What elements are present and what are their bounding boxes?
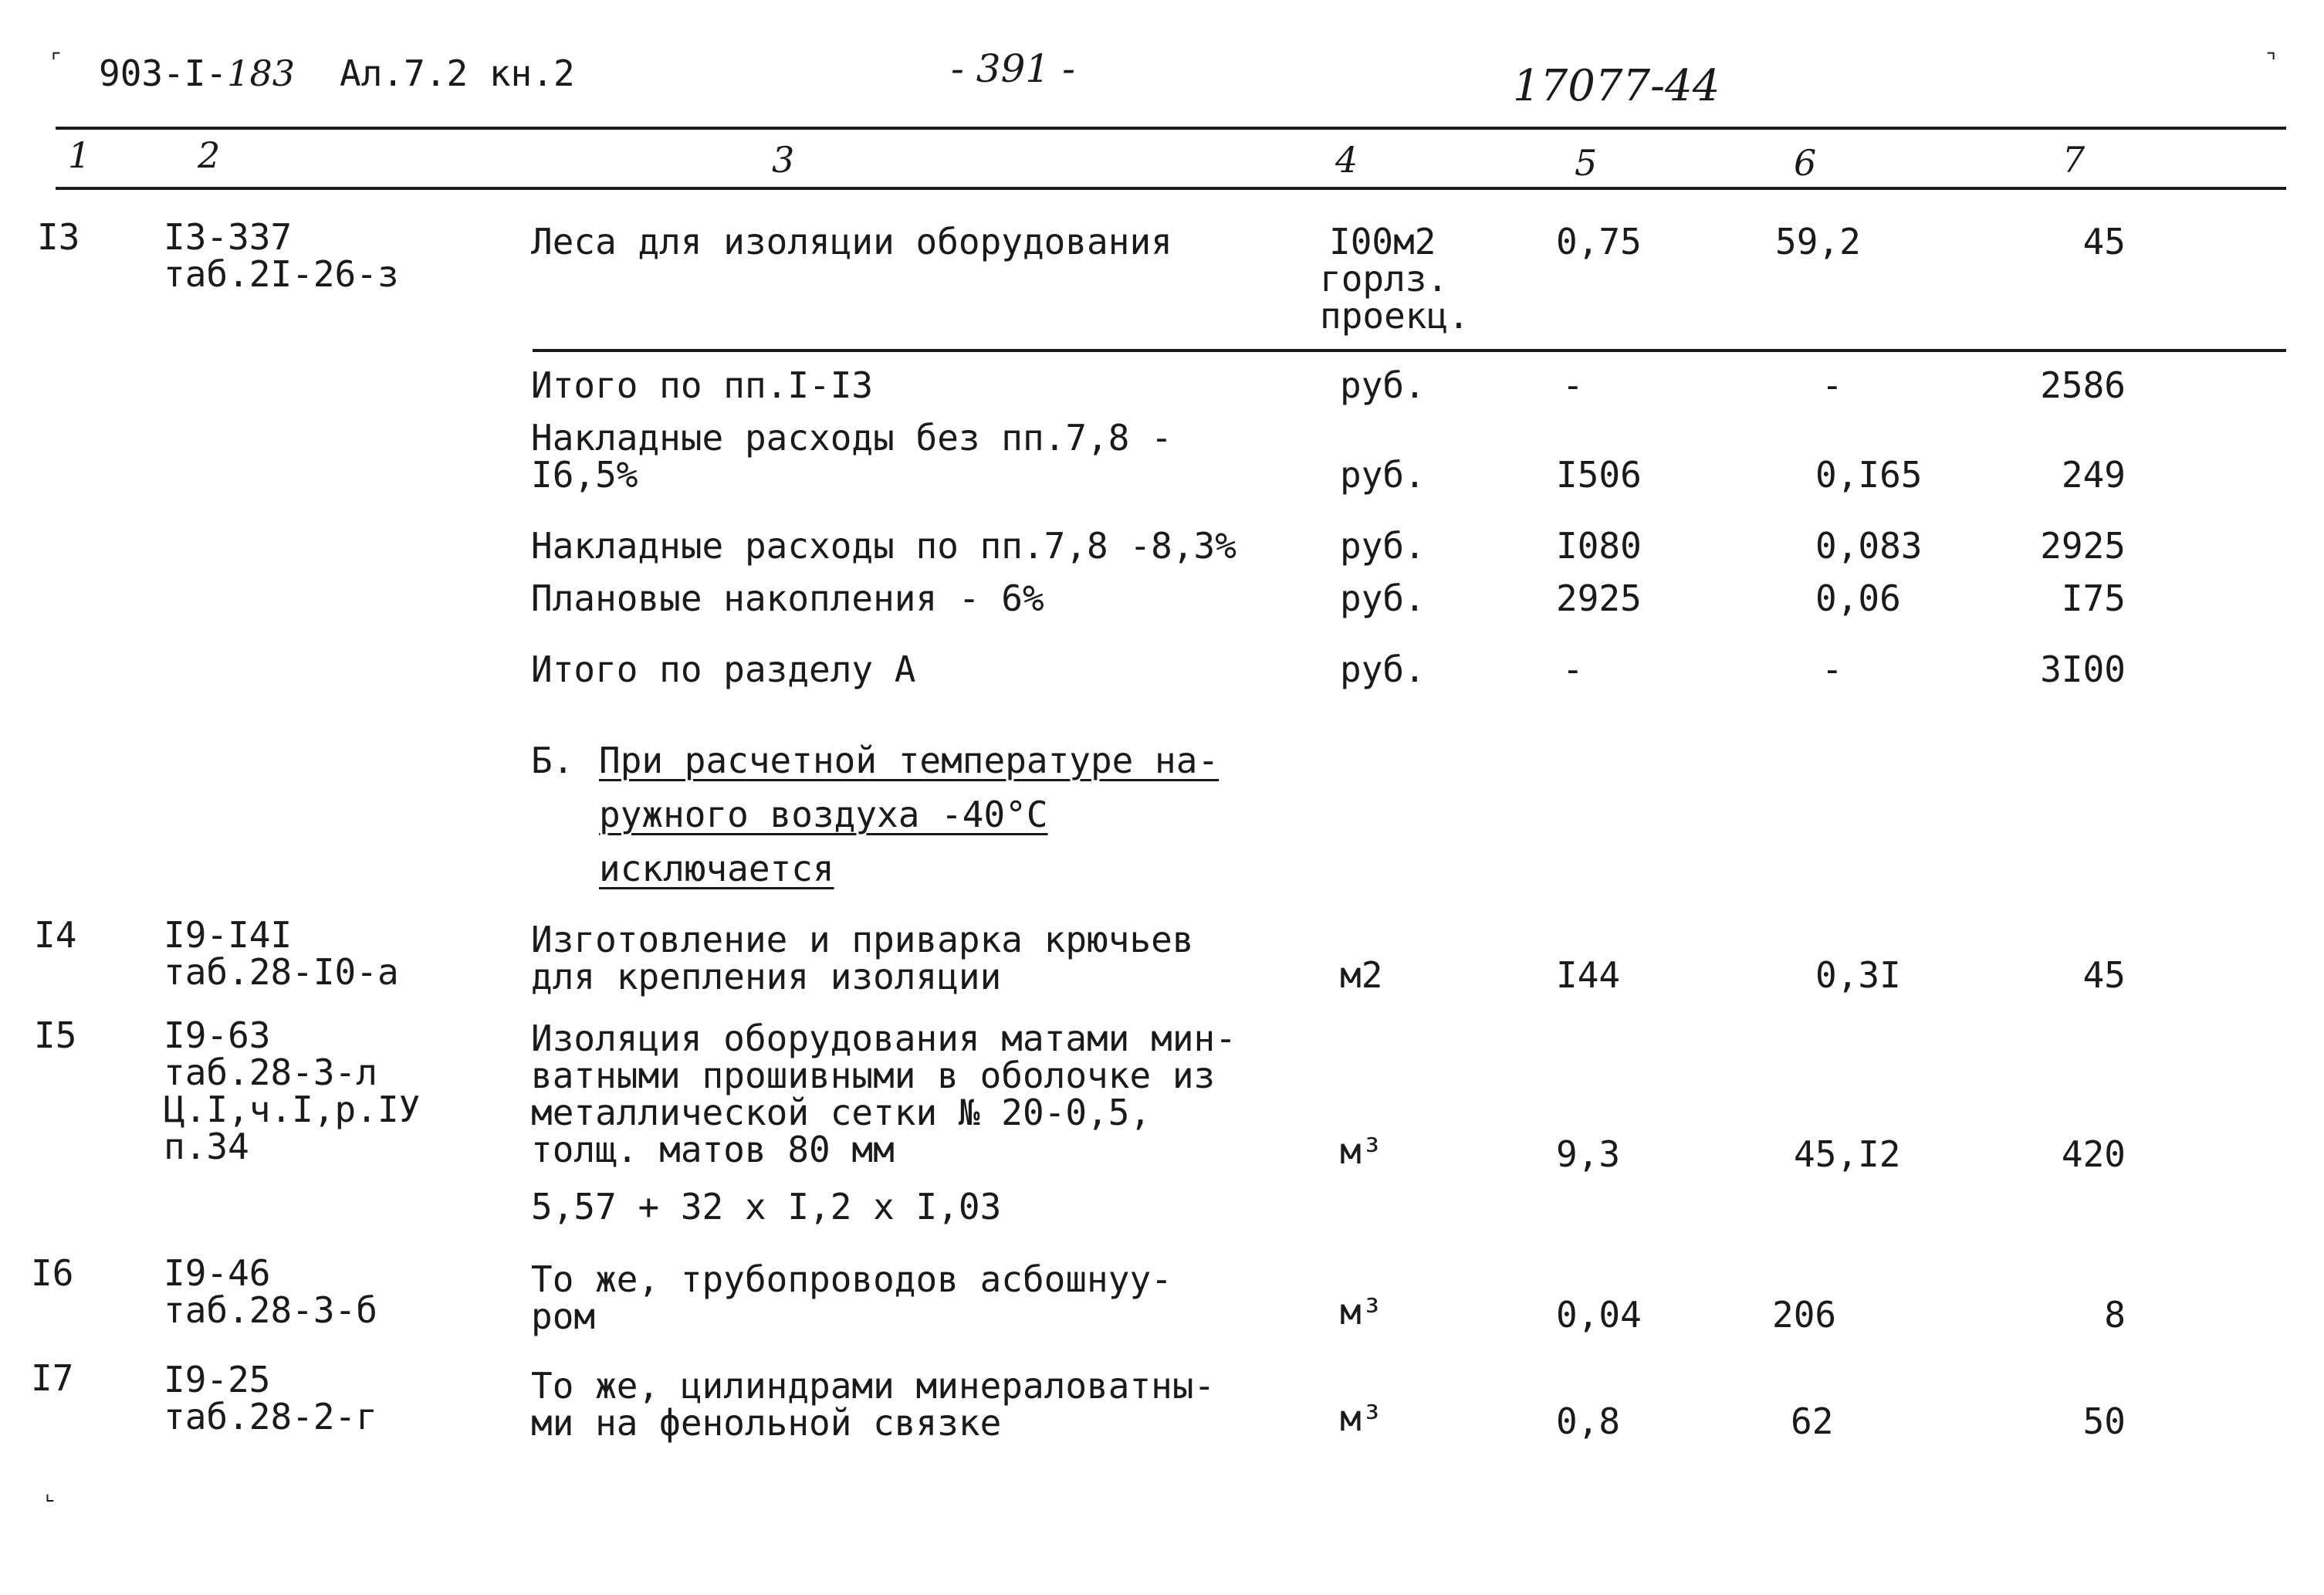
norm-code: I9-25 — [164, 1359, 271, 1400]
section-title-line-2: ружного воздуха -40°С — [599, 794, 1048, 835]
work-description-cont: ми на фенольной связке — [531, 1402, 1002, 1444]
summary-price: 0,083 — [1815, 525, 1923, 567]
norm-table: таб.28-3-л — [164, 1051, 377, 1093]
unit-price: 45,I2 — [1794, 1133, 1901, 1175]
corner-mark-bottom-left: ⌞ — [45, 1480, 56, 1505]
row-number: I6 — [31, 1252, 74, 1294]
unit-price: 0,3I — [1815, 954, 1901, 996]
summary-description: Накладные расходы без пп.7,8 - — [531, 417, 1172, 459]
norm-reference: Ц.I,ч.I,р.IУ — [164, 1089, 421, 1130]
norm-code: I9-46 — [164, 1252, 271, 1294]
total-cost: 8 — [2104, 1294, 2126, 1336]
unit-line-3: проекц. — [1320, 295, 1470, 337]
summary-price: 0,06 — [1815, 577, 1901, 619]
work-description: То же, цилиндрами минераловатны- — [531, 1365, 1216, 1407]
summary-total: I75 — [2061, 577, 2126, 619]
col-header-5: 5 — [1575, 142, 1598, 184]
document-code: 17077-44 — [1513, 61, 1720, 111]
summary-total: 2925 — [2040, 525, 2126, 567]
work-description: То же, трубопроводов асбошнуу- — [531, 1258, 1172, 1300]
quantity: 9,3 — [1556, 1133, 1621, 1175]
work-description: Леса для изоляции оборудования — [531, 221, 1172, 262]
quantity: 0,04 — [1556, 1294, 1642, 1336]
norm-table: таб.28-3-б — [164, 1289, 377, 1331]
unit-price: 206 — [1772, 1294, 1837, 1336]
summary-total: 3I00 — [2040, 648, 2126, 690]
norm-table: таб.2I-26-з — [164, 253, 399, 295]
col-header-3: 3 — [772, 139, 795, 181]
doc-prefix: 903-I- — [99, 52, 228, 94]
summary-price: - — [1822, 648, 1843, 690]
unit: м2 — [1340, 954, 1383, 996]
summary-qty: I506 — [1556, 454, 1642, 496]
summary-description: Плановые накопления - 6% — [531, 577, 1044, 619]
col-header-1: 1 — [68, 134, 91, 176]
work-description: Изоляция оборудования матами мин- — [531, 1018, 1236, 1059]
unit-price: 59,2 — [1775, 221, 1861, 262]
row-number: I4 — [34, 914, 77, 956]
quantity: 0,8 — [1556, 1400, 1621, 1442]
unit-line-2: горлз. — [1320, 258, 1449, 300]
col-header-7: 7 — [2062, 139, 2086, 181]
summary-price: 0,I65 — [1815, 454, 1923, 496]
unit: м³ — [1340, 1291, 1383, 1333]
col-header-4: 4 — [1335, 139, 1358, 181]
work-description-cont: для крепления изоляции — [531, 956, 1002, 997]
summary-description: Итого по разделу А — [531, 648, 916, 690]
work-description-cont: металлической сетки № 20-0,5, — [531, 1092, 1152, 1133]
doc-handwritten-number: 183 — [227, 52, 295, 94]
summary-qty: - — [1562, 364, 1584, 406]
work-description-cont: ватными прошивными в оболочке из — [531, 1055, 1216, 1096]
total-cost: 50 — [2082, 1400, 2126, 1442]
row-number: I7 — [31, 1357, 74, 1399]
summary-price: - — [1822, 364, 1843, 406]
quantity: 0,75 — [1556, 221, 1642, 262]
work-description: Изготовление и приварка крючьев — [531, 919, 1194, 960]
section-prefix: Б. — [531, 740, 574, 781]
norm-code: I9-I4I — [164, 914, 293, 956]
norm-table: таб.28-I0-а — [164, 951, 399, 993]
summary-unit: руб. — [1340, 364, 1426, 406]
album-reference: Ал.7.2 кн.2 — [340, 52, 575, 94]
summary-unit: руб. — [1340, 525, 1426, 567]
total-cost: 45 — [2082, 221, 2126, 262]
quantity-formula: 5,57 + 32 х I,2 х I,03 — [531, 1186, 1002, 1228]
norm-table: таб.28-2-г — [164, 1396, 377, 1438]
norm-code: I9-63 — [164, 1014, 271, 1056]
summary-qty: - — [1562, 648, 1584, 690]
summary-description: Итого по пп.I-I3 — [531, 364, 874, 406]
subtotal-rule — [533, 349, 2286, 352]
unit: м³ — [1340, 1130, 1383, 1172]
norm-code: I3-337 — [164, 216, 293, 258]
summary-unit: руб. — [1340, 577, 1426, 619]
total-cost: 45 — [2082, 954, 2126, 996]
summary-total: 249 — [2061, 454, 2126, 496]
corner-mark-top-right: ⌝ — [2266, 49, 2277, 74]
summary-unit: руб. — [1340, 454, 1426, 496]
summary-total: 2586 — [2040, 364, 2126, 406]
work-description-cont: ром — [531, 1295, 596, 1337]
unit: м³ — [1340, 1397, 1383, 1439]
page-number: - 391 - — [951, 46, 1076, 91]
col-header-2: 2 — [198, 134, 221, 176]
header-rule-top — [56, 127, 2286, 130]
summary-description-cont: I6,5% — [531, 454, 638, 496]
corner-mark-top-left: ⌜ — [51, 49, 62, 74]
norm-paragraph: п.34 — [164, 1126, 249, 1167]
summary-qty: I080 — [1556, 525, 1642, 567]
unit-line-1: I00м2 — [1329, 221, 1436, 262]
header-rule-bottom — [56, 187, 2286, 190]
section-title-line-1: При расчетной температуре на- — [599, 740, 1220, 781]
summary-qty: 2925 — [1556, 577, 1642, 619]
total-cost: 420 — [2061, 1133, 2126, 1175]
summary-description: Накладные расходы по пп.7,8 -8,3% — [531, 525, 1236, 567]
row-number: I3 — [37, 216, 80, 258]
unit-price: 62 — [1791, 1400, 1834, 1442]
col-header-6: 6 — [1794, 142, 1817, 184]
work-description-cont: толщ. матов 80 мм — [531, 1129, 895, 1170]
doc-number — [99, 52, 295, 94]
quantity: I44 — [1556, 954, 1621, 996]
section-title-line-3: исключается — [599, 848, 834, 889]
row-number: I5 — [34, 1014, 77, 1056]
summary-unit: руб. — [1340, 648, 1426, 690]
